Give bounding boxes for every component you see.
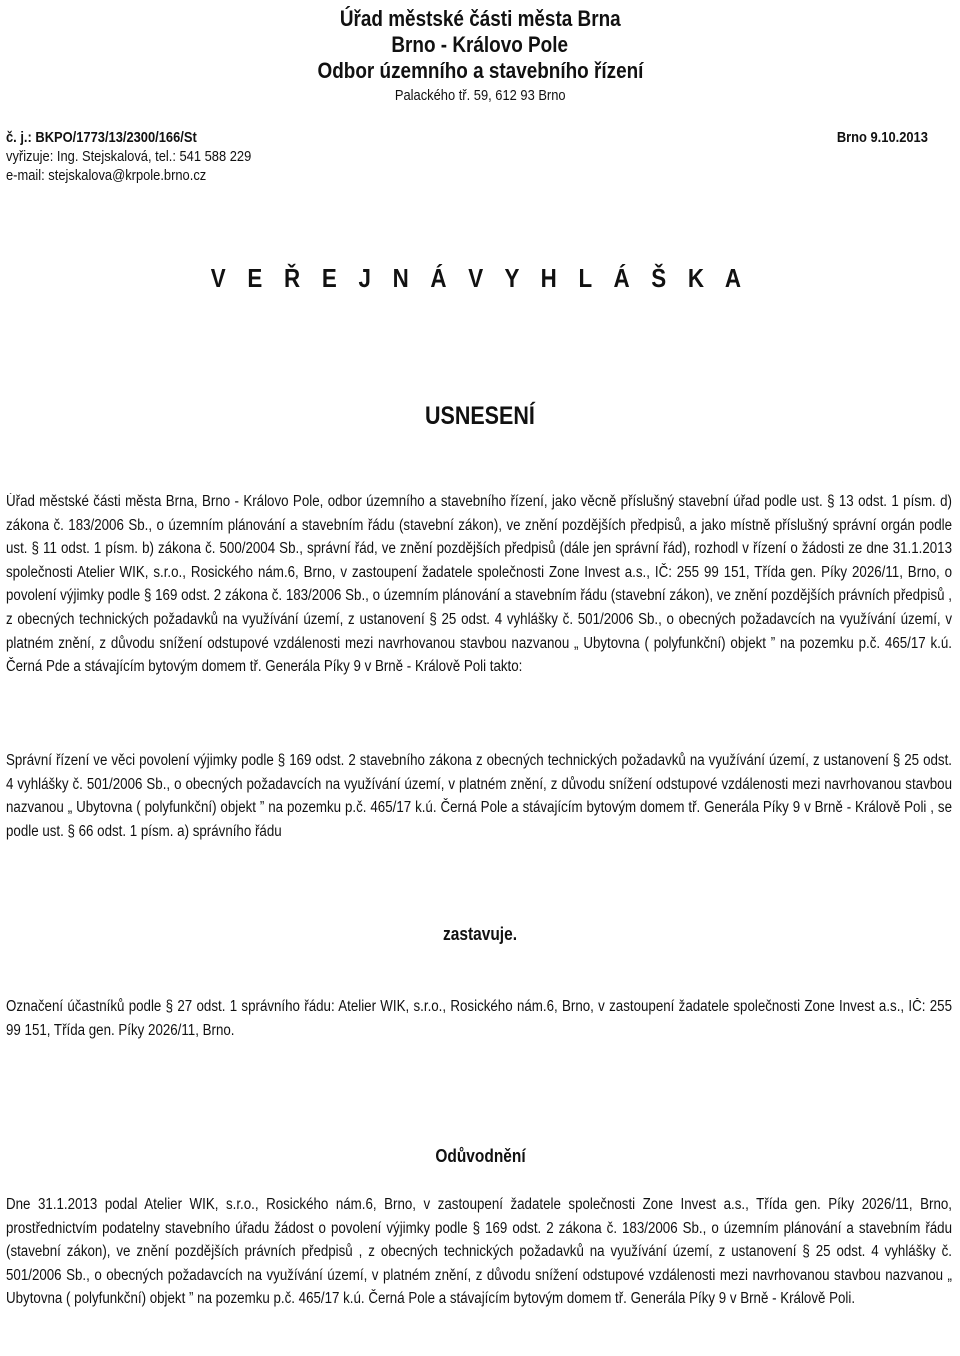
decision-subject-paragraph: Správní řízení ve věci povolení výjimky podle § 169 odst. 2 stavebního zákona z obecných technických požadavků na využívání území, z ustanovení § 25 odst. 4 vyhlášky č. 501/2006 Sb., o obecných požadavcích na využívání území, v platném znění, z důvodu snížení odstupové vzdálenosti mezi navrhovanou stavbou nazvanou „ Ubytovna ( polyfunkční) objekt ” na pozemku p.č. 465/17 k.ú. Černá Pole a stávajícím bytovým domem tř. Generála Píky 9 v Brně - Králově Poli , se podle ust. § 66 odst. 1 písm. a) správního řádu — [6, 752, 952, 840]
department-name: Odbor územního a stavebního řízení — [317, 58, 643, 83]
authority-name: Úřad městské části města Brna — [339, 6, 621, 31]
reasoning-heading: Odůvodnění — [434, 1146, 526, 1166]
participants-paragraph: Označení účastníků podle § 27 odst. 1 správního řádu: Atelier WIK, s.r.o., Rosického nám.6, Brno, v zastoupení žadatele společnosti Zone Invest a.s., IČ: 255 99 151, Třída gen. Píky 2026/11, Brno. — [6, 998, 952, 1039]
decision-intro-paragraph: Úřad městské části města Brna, Brno - Královo Pole, odbor územního a stavebního řízení, jako věcně příslušný stavební úřad podle ust. § 13 odst. 1 písm. d) zákona č. 183/2006 Sb., o územním plánování a stavebním řádu (stavební zákon), ve znění pozdějších předpisů, a jako místně příslušný správní orgán podle ust. § 11 odst. 1 písm. b) zákona č. 500/2004 Sb., správní řád, ve znění pozdějších předpisů (dále jen správní řád), rozhodl v řízení o žádosti ze dne 31.1.2013 společnosti Atelier WIK, s.r.o., Rosického nám.6, Brno, v zastoupení žadatele společnosti Zone Invest a.s., IČ: 255 99 151, Třída gen. Píky 2026/11, Brno, o povolení výjimky podle § 169 odst. 2 zákona č. 183/2006 Sb., o územním plánování a stavebním řádu (stavební zákon), ve znění pozdějších právních předpisů , z obecných technických požadavků na využívání území, z ustanovení § 25 odst. 4 vyhlášky č. 501/2006 Sb., o obecných požadavcích na využívání území, v platném znění, z důvodu snížení odstupové vzdálenosti mezi navrhovanou stavbou nazvanou „ Ubytovna ( polyfunkční) objekt ” na pozemku p.č. 465/17 k.ú. Černá Pde a stávajícím bytovým domem tř. Generála Píky 9 v Brně - Králově Poli takto: — [6, 493, 952, 676]
district-name: Brno - Královo Pole — [391, 32, 569, 57]
document-title: V E Ř E J N Á V Y H L Á Š K A — [210, 263, 750, 293]
reasoning-paragraph: Dne 31.1.2013 podal Atelier WIK, s.r.o., Rosického nám.6, Brno, v zastoupení žadatele společnosti Zone Invest a.s., Třída gen. Píky 2026/11, Brno, prostřednictvím podatelny stavebního úřadu žádost o povolení výjimky podle § 169 odst. 2 zákona č. 183/2006 Sb., o územním plánování a stavebním řádu (stavební zákon), ve znění pozdějších právních předpisů , z obecných technických požadavků na využívání území, z ustanovení § 25 odst. 4 vyhlášky č. 501/2006 Sb., o obecných požadavcích na využívání území, v platném znění, z důvodu snížení odstupové vzdálenosti mezi navrhovanou stavbou nazvanou „ Ubytovna ( polyfunkční) objekt ” na pozemku p.č. 465/17 k.ú. Černá Pole a stávajícím bytovým domem tř. Generála Píky 9 v Brně - Králově Poli. — [6, 1196, 952, 1308]
handler-email: e-mail: stejskalova@krpole.brno.cz — [6, 167, 207, 184]
verdict: zastavuje. — [442, 924, 517, 944]
handler-contact: vyřizuje: Ing. Stejskalová, tel.: 541 588 229 — [6, 148, 252, 165]
reference-number: č. j.: BKPO/1773/13/2300/166/St — [6, 129, 197, 146]
authority-address: Palackého tř. 59, 612 93 Brno — [394, 87, 566, 104]
document-date: Brno 9.10.2013 — [836, 129, 928, 146]
document-subtitle: USNESENÍ — [425, 402, 535, 430]
